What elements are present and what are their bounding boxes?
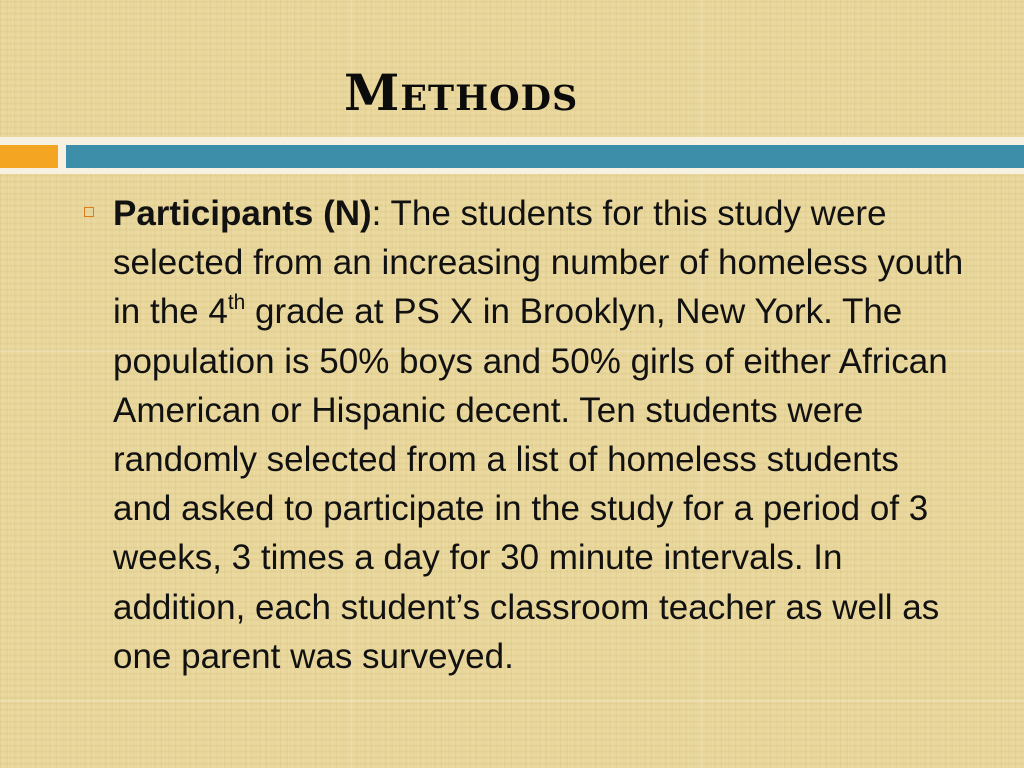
square-bullet-icon bbox=[84, 207, 94, 217]
accent-bar-orange bbox=[0, 145, 58, 168]
bullet-paragraph bbox=[113, 189, 964, 681]
slide-title: Methods bbox=[344, 63, 579, 122]
bullet-text-part1: : The students for this study were selected from an increasing number of homeless youth in the 4 bbox=[113, 194, 964, 332]
accent-bar-teal bbox=[66, 145, 1024, 168]
texture-line bbox=[0, 700, 1024, 702]
bullet-text-part2: grade at PS X in Brooklyn, New York. The population is 50% boys and 50% girls of either African American or Hispanic decent. Ten students were randomly selected from a list of homeless students and asked to participate in the study for a period of 3 weeks, 3 times a day for 30 minute intervals. In addition, each student’s classroom teacher as well as one parent was surveyed. bbox=[113, 292, 948, 676]
ordinal-superscript: th bbox=[227, 290, 246, 314]
bullet-heading: Participants (N) bbox=[113, 194, 372, 233]
slide-content bbox=[84, 189, 964, 681]
bullet-item bbox=[84, 189, 964, 681]
